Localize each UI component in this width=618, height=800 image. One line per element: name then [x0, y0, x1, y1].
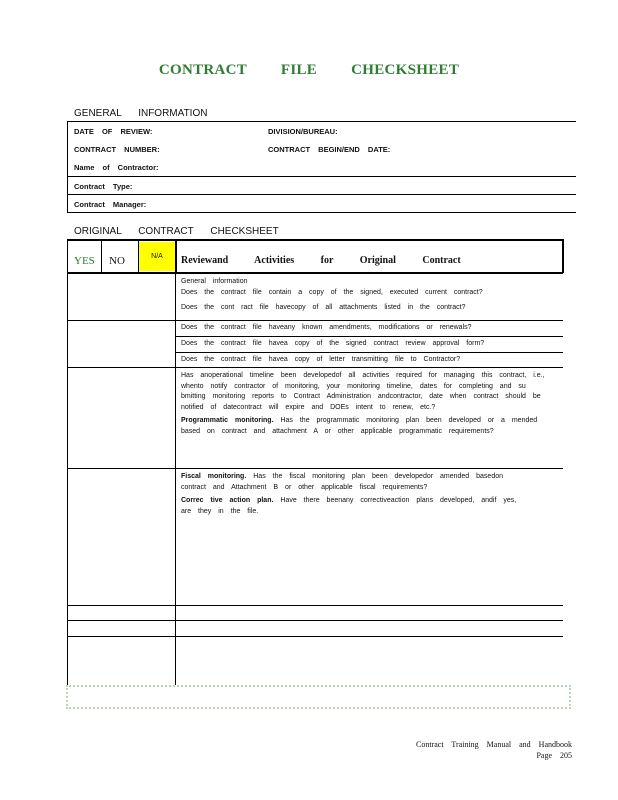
table-column-divider: [175, 273, 176, 685]
row-divider: [67, 468, 563, 469]
column-header-review-activities: Reviewand Activities for Original Contract: [181, 255, 461, 266]
page-title: CONTRACT FILE CHECKSHEET: [158, 62, 460, 78]
divider: [67, 121, 576, 122]
header-divider: [175, 239, 177, 273]
divider: [67, 212, 576, 213]
question-text: Does the contract file havea copy of letter transmitting file to Contractor?: [181, 356, 461, 363]
checklist-row: [181, 339, 561, 350]
header-divider: [138, 239, 139, 273]
header-divider: [101, 239, 102, 273]
row-heading: General information: [181, 278, 248, 285]
original-contract-checksheet-heading: ORIGINAL CONTRACT CHECKSHEET: [74, 226, 279, 237]
question-text: [181, 472, 531, 493]
footer-manual-title: Contract Training Manual and Handbook: [416, 740, 572, 749]
contract-begin-end-date-label: CONTRACT BEGIN/END DATE:: [268, 145, 391, 154]
question-label: Programmatic monitoring.: [181, 417, 274, 424]
question-text: [181, 496, 531, 517]
dotted-border-band: [66, 685, 571, 709]
row-divider: [175, 352, 563, 353]
question-text: Does the contract file havea copy of the signed contract review approval form?: [181, 340, 485, 347]
question-text: Does the contract file contain a copy of the signed, executed current contract?: [181, 288, 483, 296]
header-divider: [67, 239, 68, 273]
question-body: Has the fiscal monitoring plan been developedor amended basedon contract and Attachment B or other applicable fiscal requirements?: [181, 473, 504, 491]
question-text: Does the cont ract file havecopy of all attachments listed in the contract?: [181, 304, 466, 311]
column-header-na: N/A: [139, 242, 175, 271]
row-divider: [67, 620, 563, 621]
contract-manager-label: Contract Manager:: [74, 200, 147, 209]
divider: [67, 176, 576, 177]
question-text: Does the contract file haveany known amendments, modifications or renewals?: [181, 324, 472, 331]
column-header-no: NO: [109, 255, 125, 267]
table-top-border: [67, 239, 563, 241]
column-header-yes: YES: [74, 255, 95, 267]
header-divider: [562, 239, 564, 273]
row-divider: [175, 336, 563, 337]
row-divider: [67, 367, 563, 368]
question-text: [181, 416, 549, 437]
frame-left: [67, 121, 68, 212]
row-divider: [67, 636, 563, 637]
footer-page-number: Page 205: [536, 751, 572, 760]
question-label: Correc tive action plan.: [181, 497, 274, 504]
checklist-row: [181, 472, 531, 517]
contract-number-label: CONTRACT NUMBER:: [74, 145, 160, 154]
checklist-row: [181, 323, 561, 334]
row-divider: [67, 320, 563, 321]
name-of-contractor-label: Name of Contractor:: [74, 163, 159, 172]
date-of-review-label: DATE OF REVIEW:: [74, 127, 153, 136]
contract-type-label: Contract Type:: [74, 182, 133, 191]
question-body: Has the programmatic monitoring plan been developed or a mended based on contract and attachment A or other applicable programmatic requirements?: [181, 417, 538, 435]
checklist-row: [181, 355, 561, 366]
general-information-heading: GENERAL INFORMATION: [74, 108, 208, 119]
table-left-border: [67, 273, 68, 685]
row-divider: [67, 605, 563, 606]
division-bureau-label: DIVISION/BUREAU:: [268, 127, 338, 136]
checklist-row-general: [181, 277, 561, 314]
question-text: Has anoperational timeline been developedof all activities required for managing this contract, i.e., whento notify contractor of monitoring, your monitoring timeline, dates for completing and su bmitting monitoring reports to Contract Administration andcontractor, date when contract should be notified of datecontract will expire and DOEs intent to renew, etc.?: [181, 372, 545, 411]
divider: [67, 194, 576, 195]
header-bottom-border: [67, 272, 563, 274]
page-footer: [416, 739, 572, 761]
question-body: Have there beenany correctiveaction plans developed, andif yes, are they in the file.: [181, 497, 517, 515]
question-label: Fiscal monitoring.: [181, 473, 247, 480]
checklist-row: [181, 371, 549, 437]
